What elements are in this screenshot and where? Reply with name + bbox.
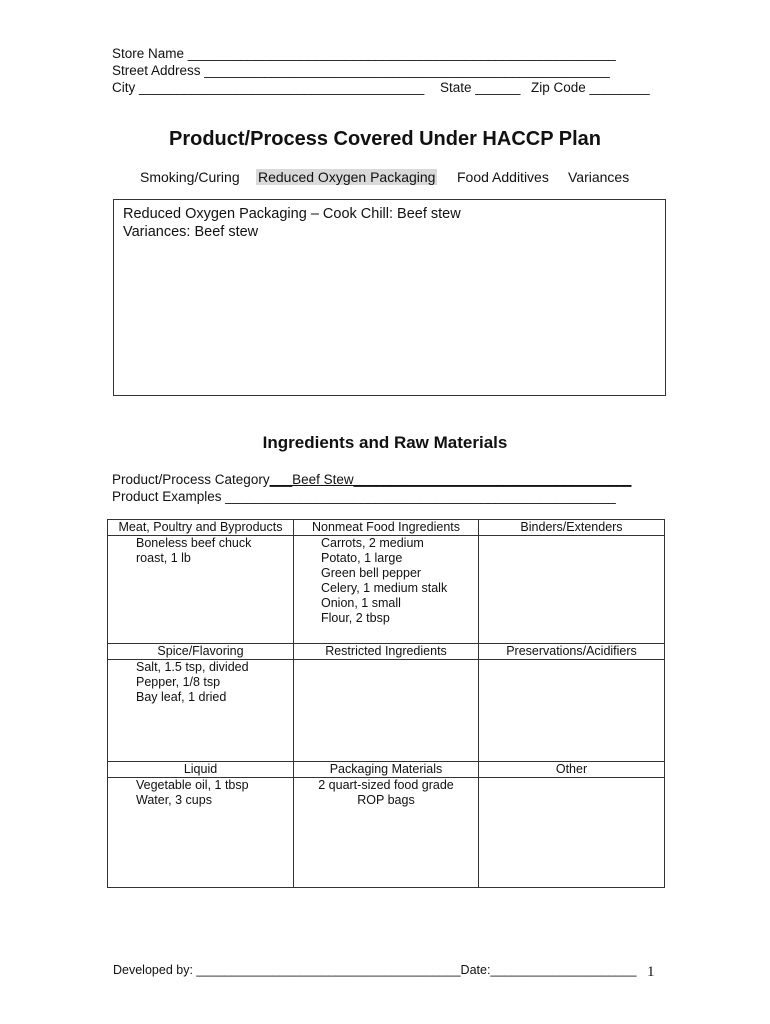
liquid-cell	[108, 778, 294, 888]
zip-code-field: Zip Code ________	[531, 80, 650, 95]
ingredients-heading: Ingredients and Raw Materials	[262, 433, 508, 452]
list-item: Salt, 1.5 tsp, divided	[136, 660, 249, 674]
city-field: City ______________________________________	[112, 80, 425, 95]
list-item: Vegetable oil, 1 tbsp	[136, 778, 249, 792]
category-food-additives: Food Additives	[457, 169, 549, 185]
description-line-2: Variances: Beef stew	[123, 224, 259, 240]
table-row	[108, 536, 665, 644]
binders-cell	[479, 536, 665, 644]
table-row	[108, 660, 665, 762]
state-field: State ______	[440, 80, 521, 95]
description-line-1: Reduced Oxygen Packaging – Cook Chill: Beef stew	[123, 206, 461, 222]
list-item: Green bell pepper	[321, 566, 422, 580]
list-item: ROP bags	[357, 793, 415, 807]
other-cell	[479, 778, 665, 888]
packaging-cell	[294, 778, 479, 888]
list-item: 2 quart-sized food grade	[318, 778, 454, 792]
list-item: Celery, 1 medium stalk	[321, 581, 448, 595]
list-item: Onion, 1 small	[321, 596, 401, 610]
header-preservations-acidifiers: Preservations/Acidifiers	[479, 644, 665, 660]
category-reduced-oxygen-packaging: Reduced Oxygen Packaging	[258, 169, 436, 185]
header-binders-extenders: Binders/Extenders	[479, 520, 665, 536]
list-item: roast, 1 lb	[136, 551, 191, 565]
list-item: Boneless beef chuck	[136, 536, 252, 550]
store-name-field: Store Name _________________________________________________________	[112, 46, 616, 61]
process-description-box	[113, 199, 666, 396]
product-category-label: Product/Process Category	[112, 472, 270, 487]
list-item: Bay leaf, 1 dried	[136, 690, 227, 704]
spice-cell	[108, 660, 294, 762]
product-category-field	[112, 472, 631, 487]
list-item: Water, 3 cups	[136, 793, 212, 807]
category-smoking-curing: Smoking/Curing	[140, 169, 240, 185]
street-address-field: Street Address ______________________________________________________	[112, 63, 610, 78]
table-row	[108, 778, 665, 888]
restricted-cell	[294, 660, 479, 762]
page-title: Product/Process Covered Under HACCP Plan	[169, 128, 601, 150]
header-meat-poultry: Meat, Poultry and Byproducts	[108, 520, 294, 536]
product-examples-field: Product Examples ____________________________________________________	[112, 489, 616, 504]
list-item: Pepper, 1/8 tsp	[136, 675, 221, 689]
list-item: Carrots, 2 medium	[321, 536, 424, 550]
header-other: Other	[479, 762, 665, 778]
ingredients-table	[107, 519, 665, 888]
header-packaging-materials: Packaging Materials	[294, 762, 479, 778]
header-nonmeat-ingredients: Nonmeat Food Ingredients	[294, 520, 479, 536]
list-item: Potato, 1 large	[321, 551, 403, 565]
category-variances: Variances	[568, 169, 630, 185]
list-item: Flour, 2 tbsp	[321, 611, 390, 625]
developed-by-field: Developed by: ______________________________________Date:_____________________	[113, 963, 637, 977]
table-header-row	[108, 644, 665, 660]
table-header-row	[108, 762, 665, 778]
product-category-value: ___Beef Stew_____________________________________	[269, 472, 632, 487]
page-number: 1	[647, 964, 655, 980]
header-restricted-ingredients: Restricted Ingredients	[294, 644, 479, 660]
nonmeat-cell	[294, 536, 479, 644]
table-header-row	[108, 520, 665, 536]
header-liquid: Liquid	[108, 762, 294, 778]
preservations-cell	[479, 660, 665, 762]
meat-cell	[108, 536, 294, 644]
header-spice-flavoring: Spice/Flavoring	[108, 644, 294, 660]
